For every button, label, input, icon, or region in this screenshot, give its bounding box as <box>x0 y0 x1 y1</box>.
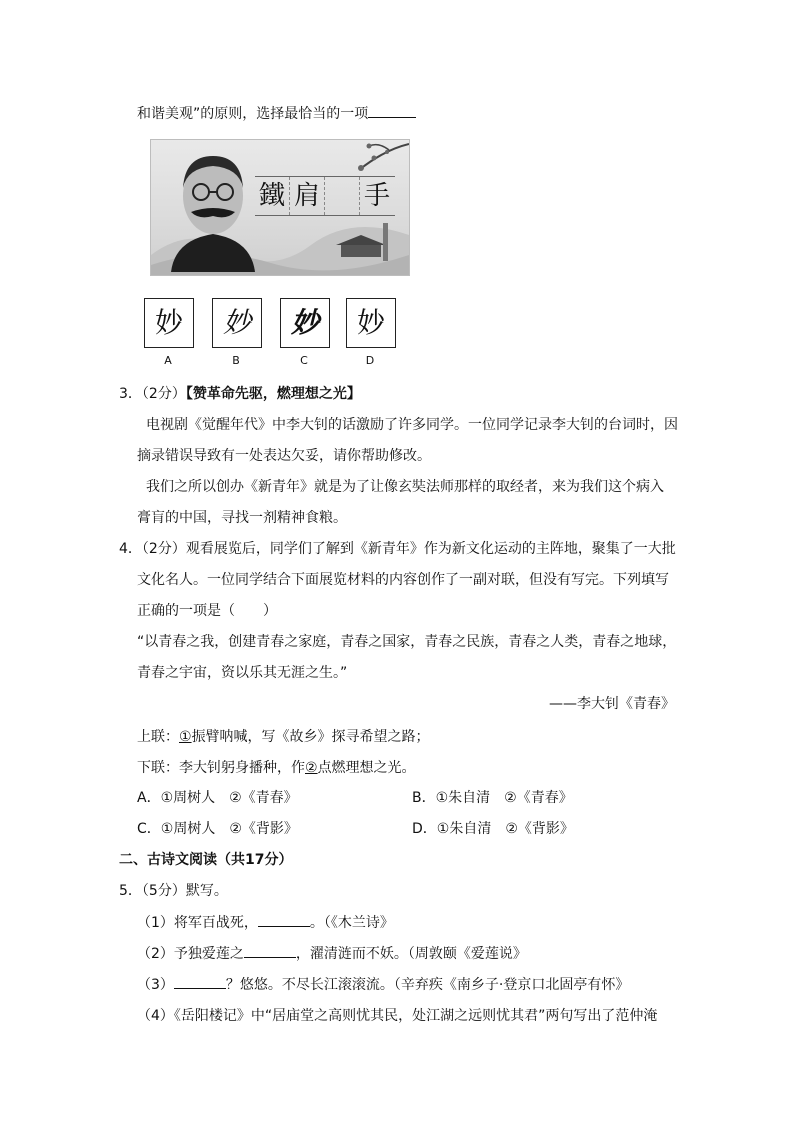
option-label-d: D <box>365 354 375 367</box>
quote-line: “以青春之我，创建青春之家庭，青春之国家，青春之民族，青春之人类，青春之地球， <box>137 634 677 650</box>
text-line: 电视剧《觉醒年代》中李大钊的话激励了许多同学。一位同学记录李大钊的台词时，因 <box>146 417 678 433</box>
blank-number: ② <box>305 760 318 776</box>
text-segment: 和谐美观”的原则，选择最恰当的一项 <box>137 106 369 122</box>
option-glyph: 妙 <box>290 306 319 339</box>
fill-item-1 <box>137 912 394 933</box>
choice-c: C．①周树人 ②《背影》 <box>137 821 298 837</box>
choice-d: D．①朱自清 ②《背影》 <box>412 821 574 837</box>
blank-number: ① <box>179 729 192 745</box>
option-glyph: 妙 <box>356 306 385 339</box>
text-segment: ，濯清涟而不妖。（周敦颐《爱莲说》 <box>295 946 527 962</box>
option-glyph: 妙 <box>154 306 183 339</box>
fill-item-3 <box>137 974 629 995</box>
text-segment: 振臂呐喊，写《故乡》探寻希望之路； <box>191 729 430 745</box>
question-title: 【赞革命先驱，燃理想之光】 <box>185 386 361 402</box>
option-glyph: 妙 <box>222 306 251 339</box>
question-5-header: 5．（5分）默写。 <box>119 883 228 899</box>
calligraphy-row <box>255 176 395 216</box>
couplet-upper <box>137 727 430 747</box>
option-label-b: B <box>232 354 240 367</box>
text-segment: （2）予独爱莲之 <box>137 946 244 962</box>
question-3-header <box>119 384 361 404</box>
couplet-lower <box>137 758 416 778</box>
text-line: 4．（2分）观看展览后，同学们了解到《新青年》作为新文化运动的主阵地，聚集了一大批 <box>119 541 676 557</box>
text-segment: 点燃理想之光。 <box>317 760 416 776</box>
quote-source: ——李大钊《青春》 <box>549 696 675 712</box>
text-line: 我们之所以创办《新青年》就是为了让像玄奘法师那样的取经者，来为我们这个病入 <box>146 479 664 495</box>
question-number: 3．（2分） <box>119 386 186 402</box>
fill-item-2 <box>137 943 527 964</box>
option-box-b <box>212 298 262 348</box>
calligraphy-char: 手 <box>363 181 390 211</box>
text-segment: （1）将军百战死， <box>137 915 258 931</box>
option-box-c <box>280 298 330 348</box>
answer-blank <box>368 103 416 118</box>
choice-b: B．①朱自清 ②《青春》 <box>412 790 573 806</box>
option-label-a: A <box>164 354 172 367</box>
text-line: 文化名人。一位同学结合下面展览材料的内容创作了一副对联，但没有写完。下列填写 <box>137 572 669 588</box>
option-box-a <box>144 298 194 348</box>
text-line: 膏肓的中国，寻找一剂精神食粮。 <box>137 510 347 526</box>
portrait-image <box>169 148 257 272</box>
answer-blank <box>174 974 226 989</box>
choice-a: A．①周树人 ②《青春》 <box>137 790 298 806</box>
text-segment: 。（《木兰诗》 <box>309 915 394 931</box>
plum-branch-decoration <box>339 140 409 180</box>
text-segment: （3） <box>137 977 174 993</box>
section-heading: 二、古诗文阅读（共17分） <box>119 852 293 868</box>
text-segment: 上联： <box>137 729 179 745</box>
calligraphy-char-blank <box>325 177 360 215</box>
text-segment: 下联：李大钊躬身播种，作 <box>137 760 305 776</box>
calligraphy-char: 肩 <box>290 177 325 215</box>
text-line <box>137 103 416 124</box>
answer-blank <box>244 943 296 958</box>
text-line: 摘录错误导致有一处表达欠妥，请你帮助修改。 <box>137 448 431 464</box>
fill-item-4: （4）《岳阳楼记》中“居庙堂之高则忧其民，处江湖之远则忧其君”两句写出了范仲淹 <box>137 1008 658 1024</box>
text-segment: ？悠悠。不尽长江滚滚流。（辛弃疾《南乡子·登京口北固亭有怀》 <box>225 977 630 993</box>
option-label-c: C <box>300 354 308 367</box>
calligraphy-banner-image <box>150 139 410 276</box>
option-box-d <box>346 298 396 348</box>
calligraphy-char: 鐵 <box>255 177 290 215</box>
quote-line: 青春之宇宙，资以乐其无涯之生。” <box>137 665 348 681</box>
text-line: 正确的一项是（ ） <box>137 603 277 619</box>
answer-blank <box>258 912 310 927</box>
